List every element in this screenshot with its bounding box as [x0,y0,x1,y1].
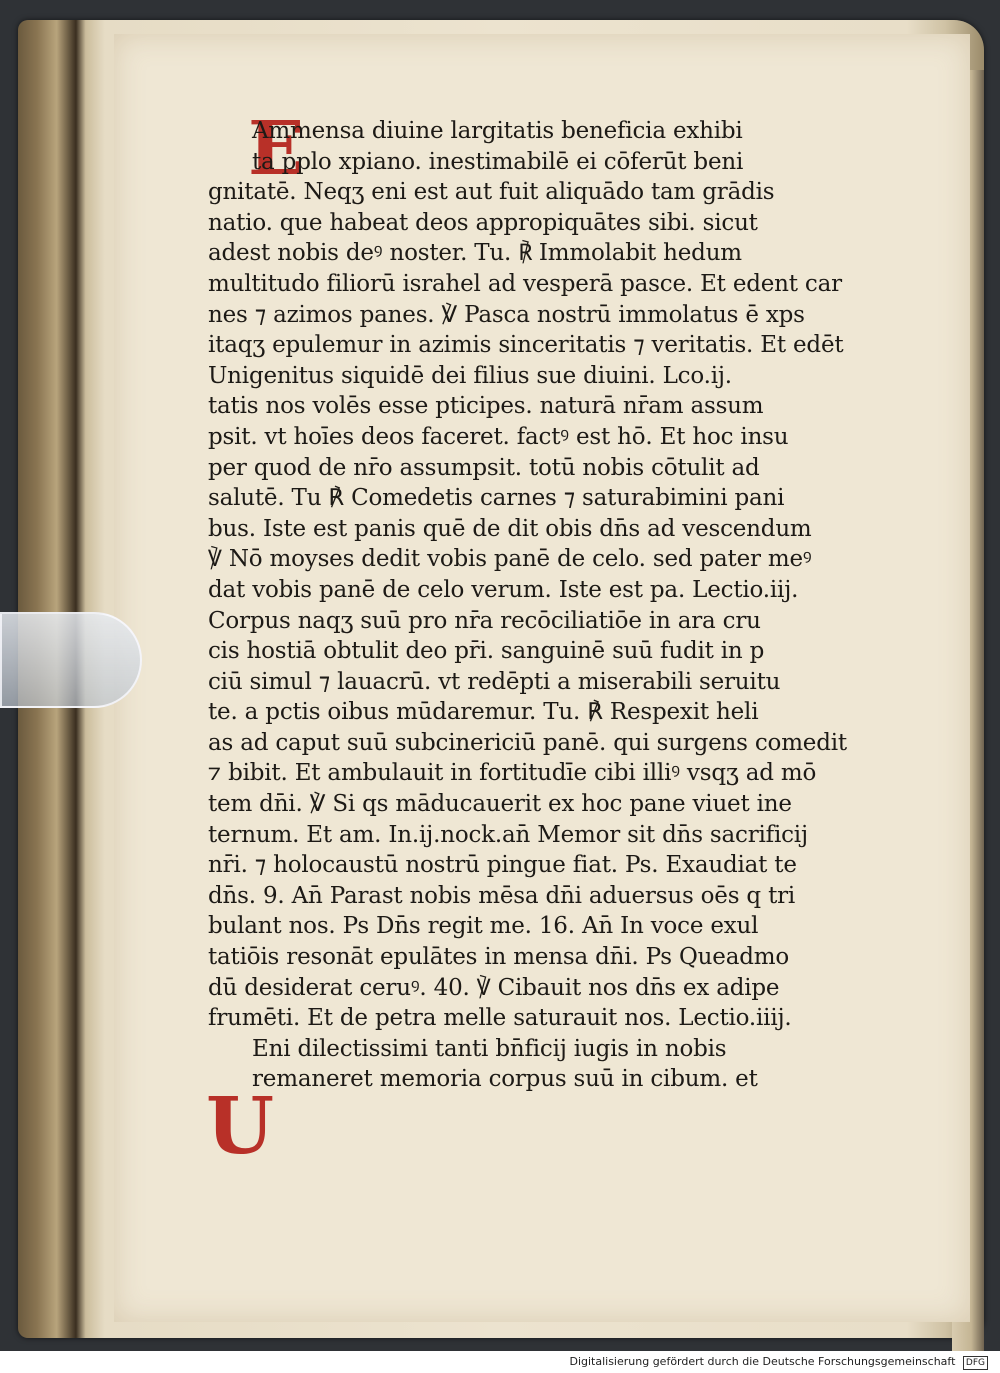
text-line-21: as ad caput suū subcinericiū panē. qui surgens comedit [208,729,847,756]
text-line-4: natio. que habeat deos appropiquātes sibi. sicut [208,209,758,236]
text-line-32: remaneret memoria corpus suū in cibum. et [252,1066,758,1093]
text-line-26: dn̄s. 9. An̄ Parast nobis mēsa dn̄i aduersus oēs q tri [208,882,796,909]
text-line-8: itaqʒ epulemur in azimis sinceritatis ⁊ veritatis. Et edēt [208,332,844,359]
text-line-25: nr̄i. ⁊ holocaustū nostrū pingue fiat. Ps. Exaudiat te [208,852,797,879]
text-line-3: gnitatē. Neqʒ eni est aut fuit aliquādo tam grādis [208,179,775,206]
text-line-14: bus. Iste est panis quē de dit obis dn̄s ad vescendum [208,515,812,542]
text-line-23: tem dn̄i. ℣ Si qs māducauerit ex hoc pane viuet ine [208,791,792,818]
text-line-6: multitudo filiorū israhel ad vesperā pasce. Et edent car [208,270,842,297]
footer-credit [0,1351,1000,1373]
text-line-19: ciū simul ⁊ lauacrū. vt redēpti a miserabili seruitu [208,668,781,695]
text-line-12: per quod de nr̄o assumpsit. totū nobis cōtulit ad [208,454,760,481]
text-line-15: ℣ Nō moyses dedit vobis panē de celo. sed pater meꝰ [208,546,812,573]
text-line-24: ternum. Et am. In.ij.nock.an̄ Memor sit dn̄s sacrificij [208,821,808,848]
text-line-11: psit. vt hoīes deos faceret. factꝰ est hō. Et hoc insu [208,423,789,450]
text-line-27: bulant nos. Ps Dn̄s regit me. 16. An̄ In voce exul [208,913,759,940]
dfg-logo: DFG [963,1356,988,1370]
text-line-13: salutē. Tu ℟ Comedetis carnes ⁊ saturabimini pani [208,485,785,512]
page-marker-tab [0,612,142,708]
text-line-20: te. a pctis oibus mūdaremur. Tu. ℟ Respexit heli [208,699,759,726]
footer-text: Digitalisierung gefördert durch die Deutsche Forschungsgemeinschaft [569,1355,956,1368]
text-line-17: Corpus naqʒ suū pro nr̄a recōciliatiōe in ara cru [208,607,761,634]
text-line-9: Unigenitus siquidē dei filius sue diuini. Lco.ij. [208,362,732,389]
text-line-7: nes ⁊ azimos panes. ℣ Pasca nostrū immolatus ē xps [208,301,805,328]
text-line-30: frumēti. Et de petra melle saturauit nos. Lectio.iiij. [208,1005,792,1032]
text-line-2: ta pplo xpiano. inestimabilē ei cōferūt beni [252,148,744,175]
text-line-28: tatiōis resonāt epulātes in mensa dn̄i. Ps Queadmo [208,944,789,971]
text-line-16: dat vobis panē de celo verum. Iste est pa. Lectio.iij. [208,576,799,603]
text-line-1: Ammensa diuine largitatis beneficia exhibi [252,118,743,144]
initial-letter-u: U [206,1081,275,1172]
text-line-5: adest nobis deꝰ noster. Tu. ℟ Immolabit hedum [208,240,742,267]
text-line-31: Eni dilectissimi tanti bn̄ficij iugis in nobis [252,1035,727,1062]
text-line-18: cis hostiā obtulit deo pr̄i. sanguinē suū fudit in p [208,638,765,665]
text-line-22: ⁊ bibit. Et ambulauit in fortitudīe cibi illiꝰ vsqʒ ad mō [208,760,817,787]
text-line-29: dū desiderat ceruꝰ. 40. ℣ Cibauit nos dn̄s ex adipe [208,974,780,1001]
text-line-10: tatis nos volēs esse pticipes. naturā nr̄am assum [208,393,764,420]
initial-letter-e: E [248,106,305,192]
text-column [208,116,868,1095]
